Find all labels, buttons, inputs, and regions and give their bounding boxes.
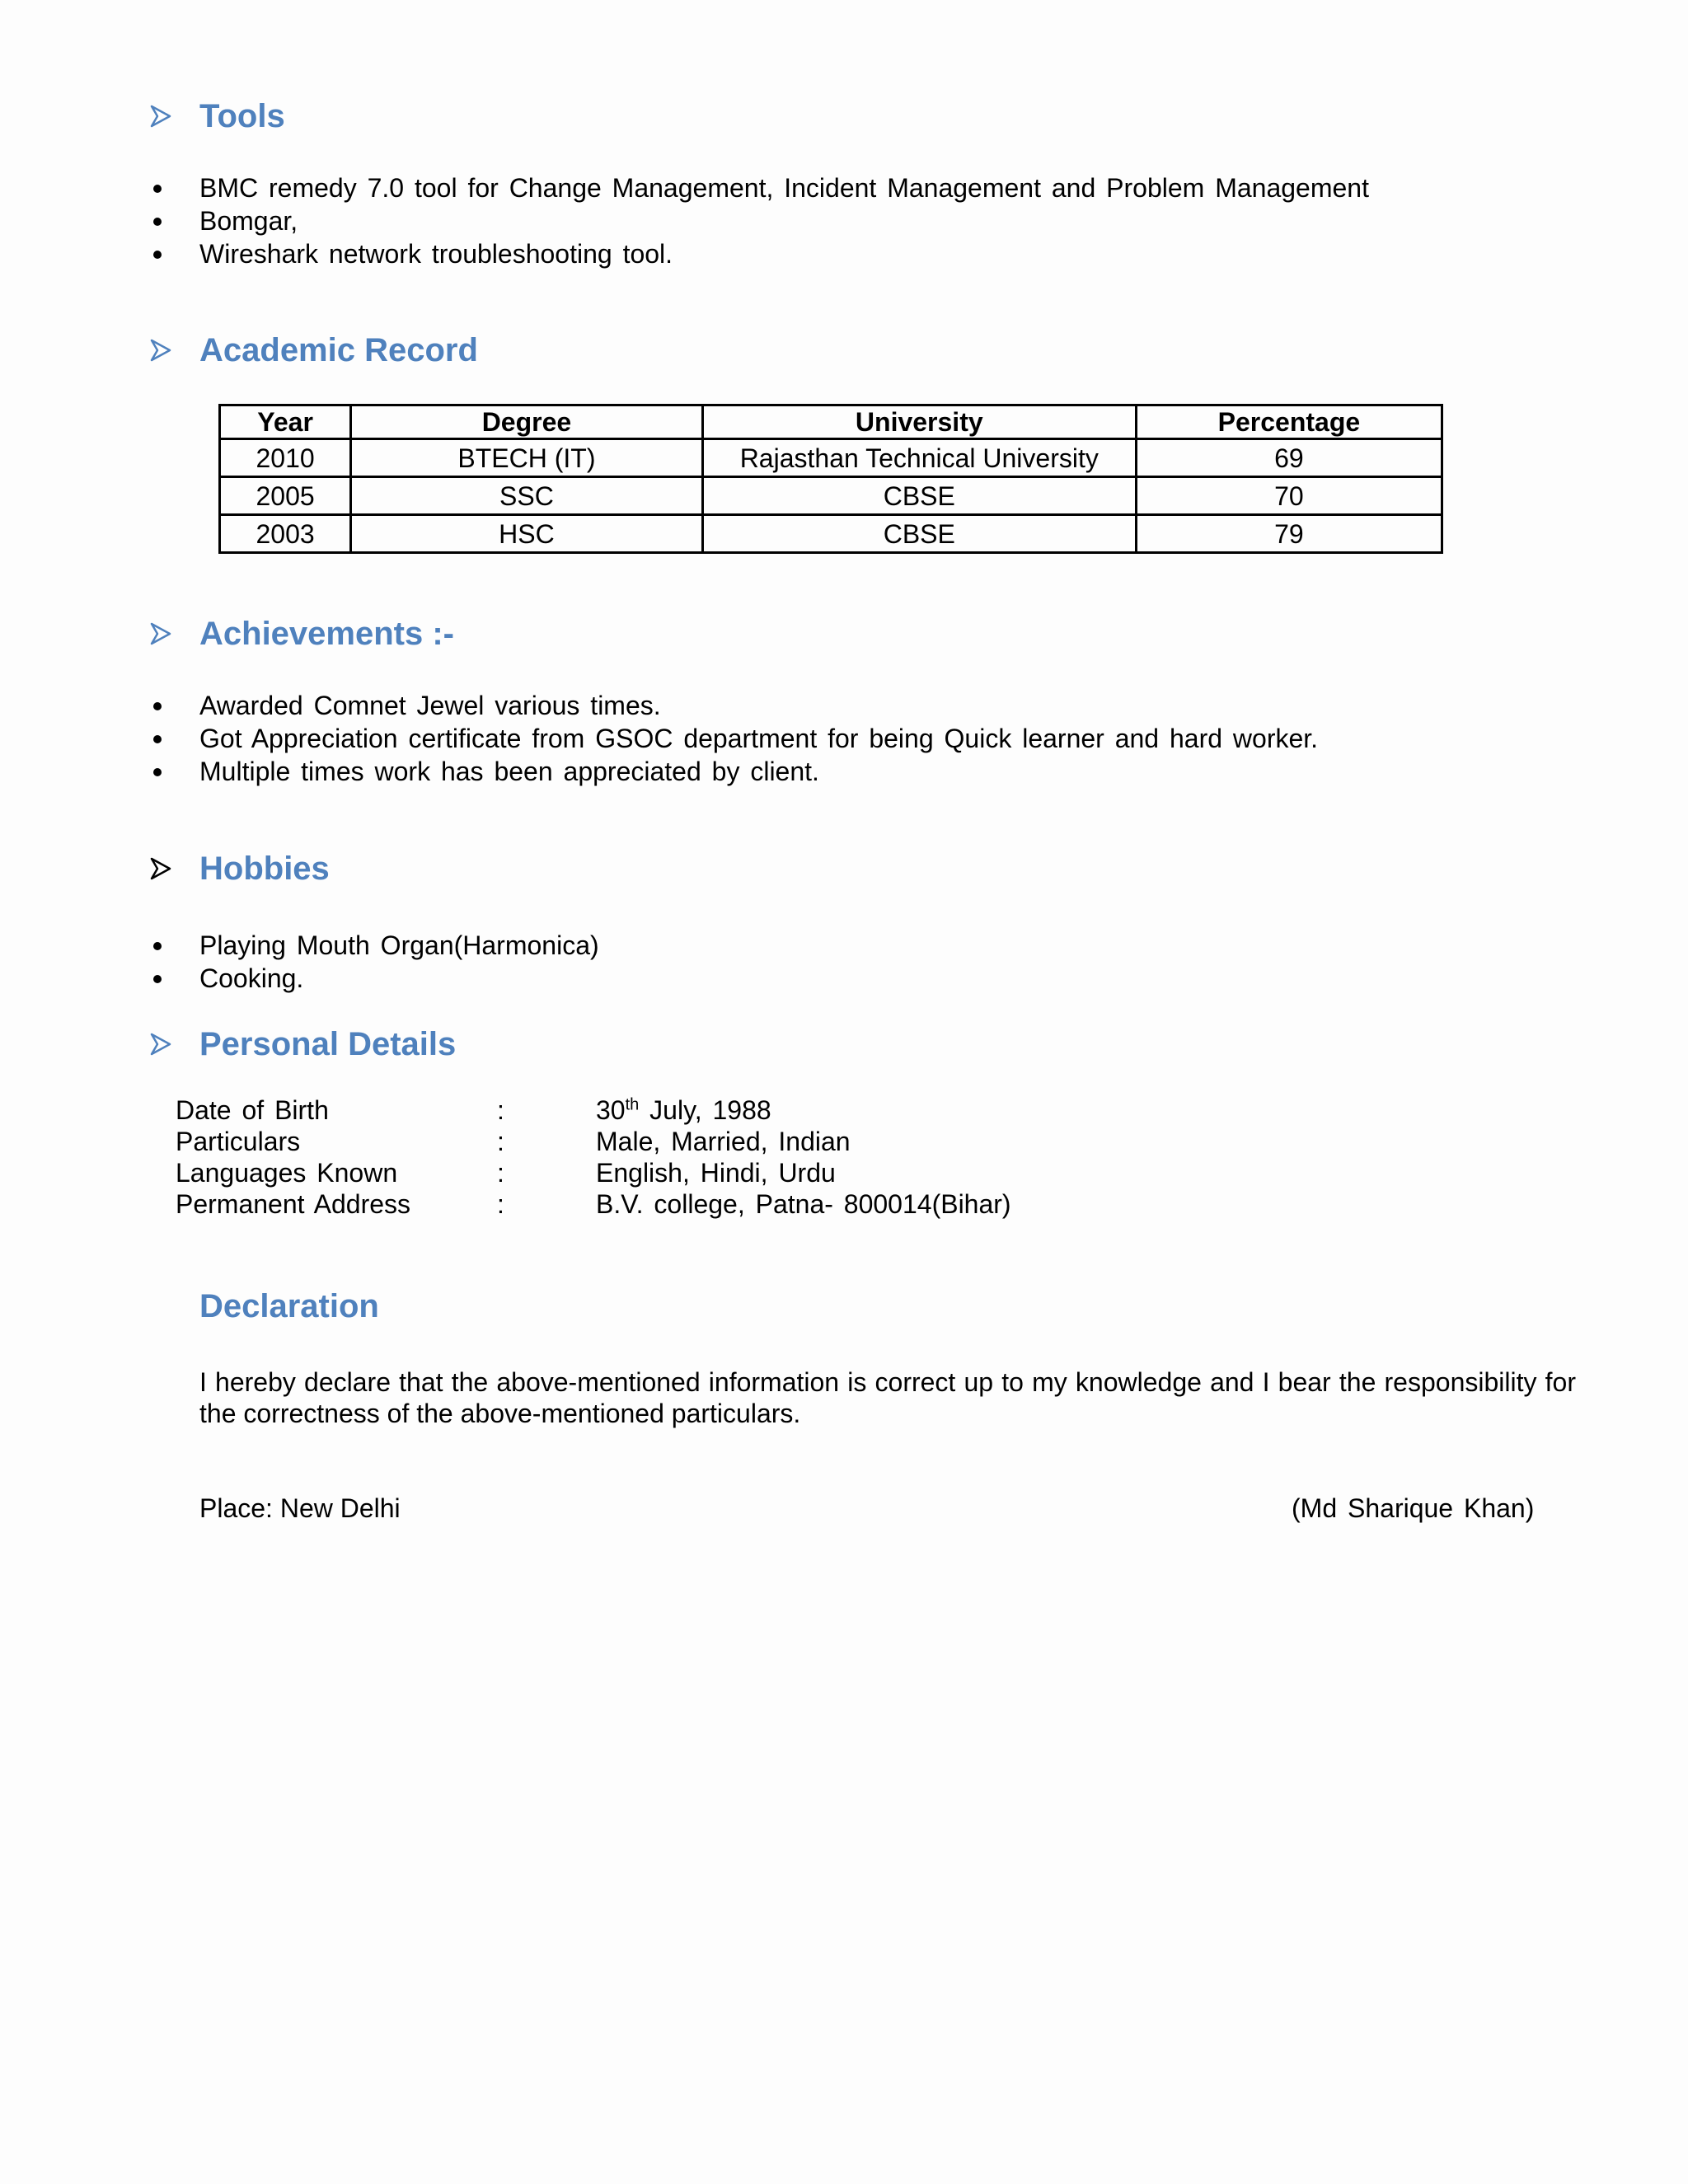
personal-heading-text: Personal Details [199,1025,457,1062]
academic-heading [150,330,478,371]
list-item-text: Got Appreciation certificate from GSOC department for being Quick learner and hard worker. [199,724,1319,753]
detail-label: Permanent Address [176,1189,411,1219]
detail-label: Date of Birth [176,1095,329,1125]
detail-value: B.V. college, Patna- 800014(Bihar) [596,1189,1011,1219]
table-cell: 2005 [220,477,351,515]
table-cell: 69 [1136,439,1442,477]
list-item-text: Awarded Comnet Jewel various times. [199,691,661,720]
academic-heading-text: Academic Record [199,331,478,368]
signature-name: (Md Sharique Khan) [1292,1493,1535,1523]
table-row [220,439,1442,477]
table-cell: BTECH (IT) [351,439,703,477]
hobbies-heading-text: Hobbies [199,850,330,887]
table-row [220,477,1442,515]
column-header-percentage: Percentage [1136,405,1442,439]
table-cell: 2003 [220,515,351,553]
column-header-degree: Degree [351,405,703,439]
table-cell: CBSE [702,477,1136,515]
arrow-bullet-icon [150,338,171,363]
hobbies-heading [150,848,330,889]
list-item [150,237,1369,270]
personal-heading [150,1024,456,1065]
dob-day: 30 [596,1095,626,1125]
detail-value [596,1094,771,1126]
list-item-text: Cooking. [199,963,304,993]
column-header-year: Year [220,405,351,439]
table-cell: SSC [351,477,703,515]
dob-rest: July, 1988 [639,1095,771,1125]
dob-suffix: th [625,1095,640,1114]
achievements-heading [150,613,454,654]
arrow-bullet-icon [150,1032,171,1057]
list-item [150,722,1318,755]
detail-label: Languages Known [176,1158,398,1188]
table-cell: 70 [1136,477,1442,515]
list-item-text: Wireshark network troubleshooting tool. [199,239,673,269]
tools-heading [150,96,285,137]
table-header-row [220,405,1442,439]
table-cell: 2010 [220,439,351,477]
bullet-dot [153,702,162,710]
table-cell: HSC [351,515,703,553]
declaration-heading: Declaration [199,1288,379,1324]
bullet-dot [153,251,162,259]
list-item [150,204,1369,237]
table-row [220,515,1442,553]
detail-colon: : [497,1095,504,1125]
declaration-text: I hereby declare that the above-mentioned information is correct up to my knowledge and I bear the responsibility for the correctness of the above-mentioned particulars. [199,1367,1576,1428]
table-cell: Rajasthan Technical University [702,439,1136,477]
table-cell: CBSE [702,515,1136,553]
arrow-bullet-icon [150,621,171,646]
achievements-heading-text: Achievements :- [199,615,454,652]
list-item-text: BMC remedy 7.0 tool for Change Management, Incident Management and Problem Management [199,173,1369,203]
detail-value: Male, Married, Indian [596,1127,851,1156]
hobbies-list [150,929,599,995]
tools-list [150,171,1369,270]
detail-colon: : [497,1189,504,1219]
bullet-dot [153,942,162,950]
bullet-dot [153,185,162,193]
list-item [150,755,1318,788]
place-text: Place: New Delhi [199,1493,401,1523]
detail-label: Particulars [176,1127,301,1156]
list-item-text: Playing Mouth Organ(Harmonica) [199,930,599,960]
list-item [150,962,599,995]
arrow-bullet-icon [150,104,171,129]
list-item [150,929,599,962]
column-header-university: University [702,405,1136,439]
bullet-dot [153,975,162,983]
bullet-dot [153,768,162,776]
tools-heading-text: Tools [199,97,285,134]
detail-colon: : [497,1158,504,1188]
list-item-text: Multiple times work has been appreciated by client. [199,757,819,786]
detail-value: English, Hindi, Urdu [596,1158,836,1188]
list-item [150,689,1318,722]
detail-colon: : [497,1127,504,1156]
list-item-text: Bomgar, [199,206,298,236]
academic-table [218,404,1443,554]
bullet-dot [153,218,162,226]
list-item [150,171,1369,204]
arrow-bullet-icon [150,856,171,881]
achievements-list [150,689,1318,788]
table-cell: 79 [1136,515,1442,553]
bullet-dot [153,735,162,743]
